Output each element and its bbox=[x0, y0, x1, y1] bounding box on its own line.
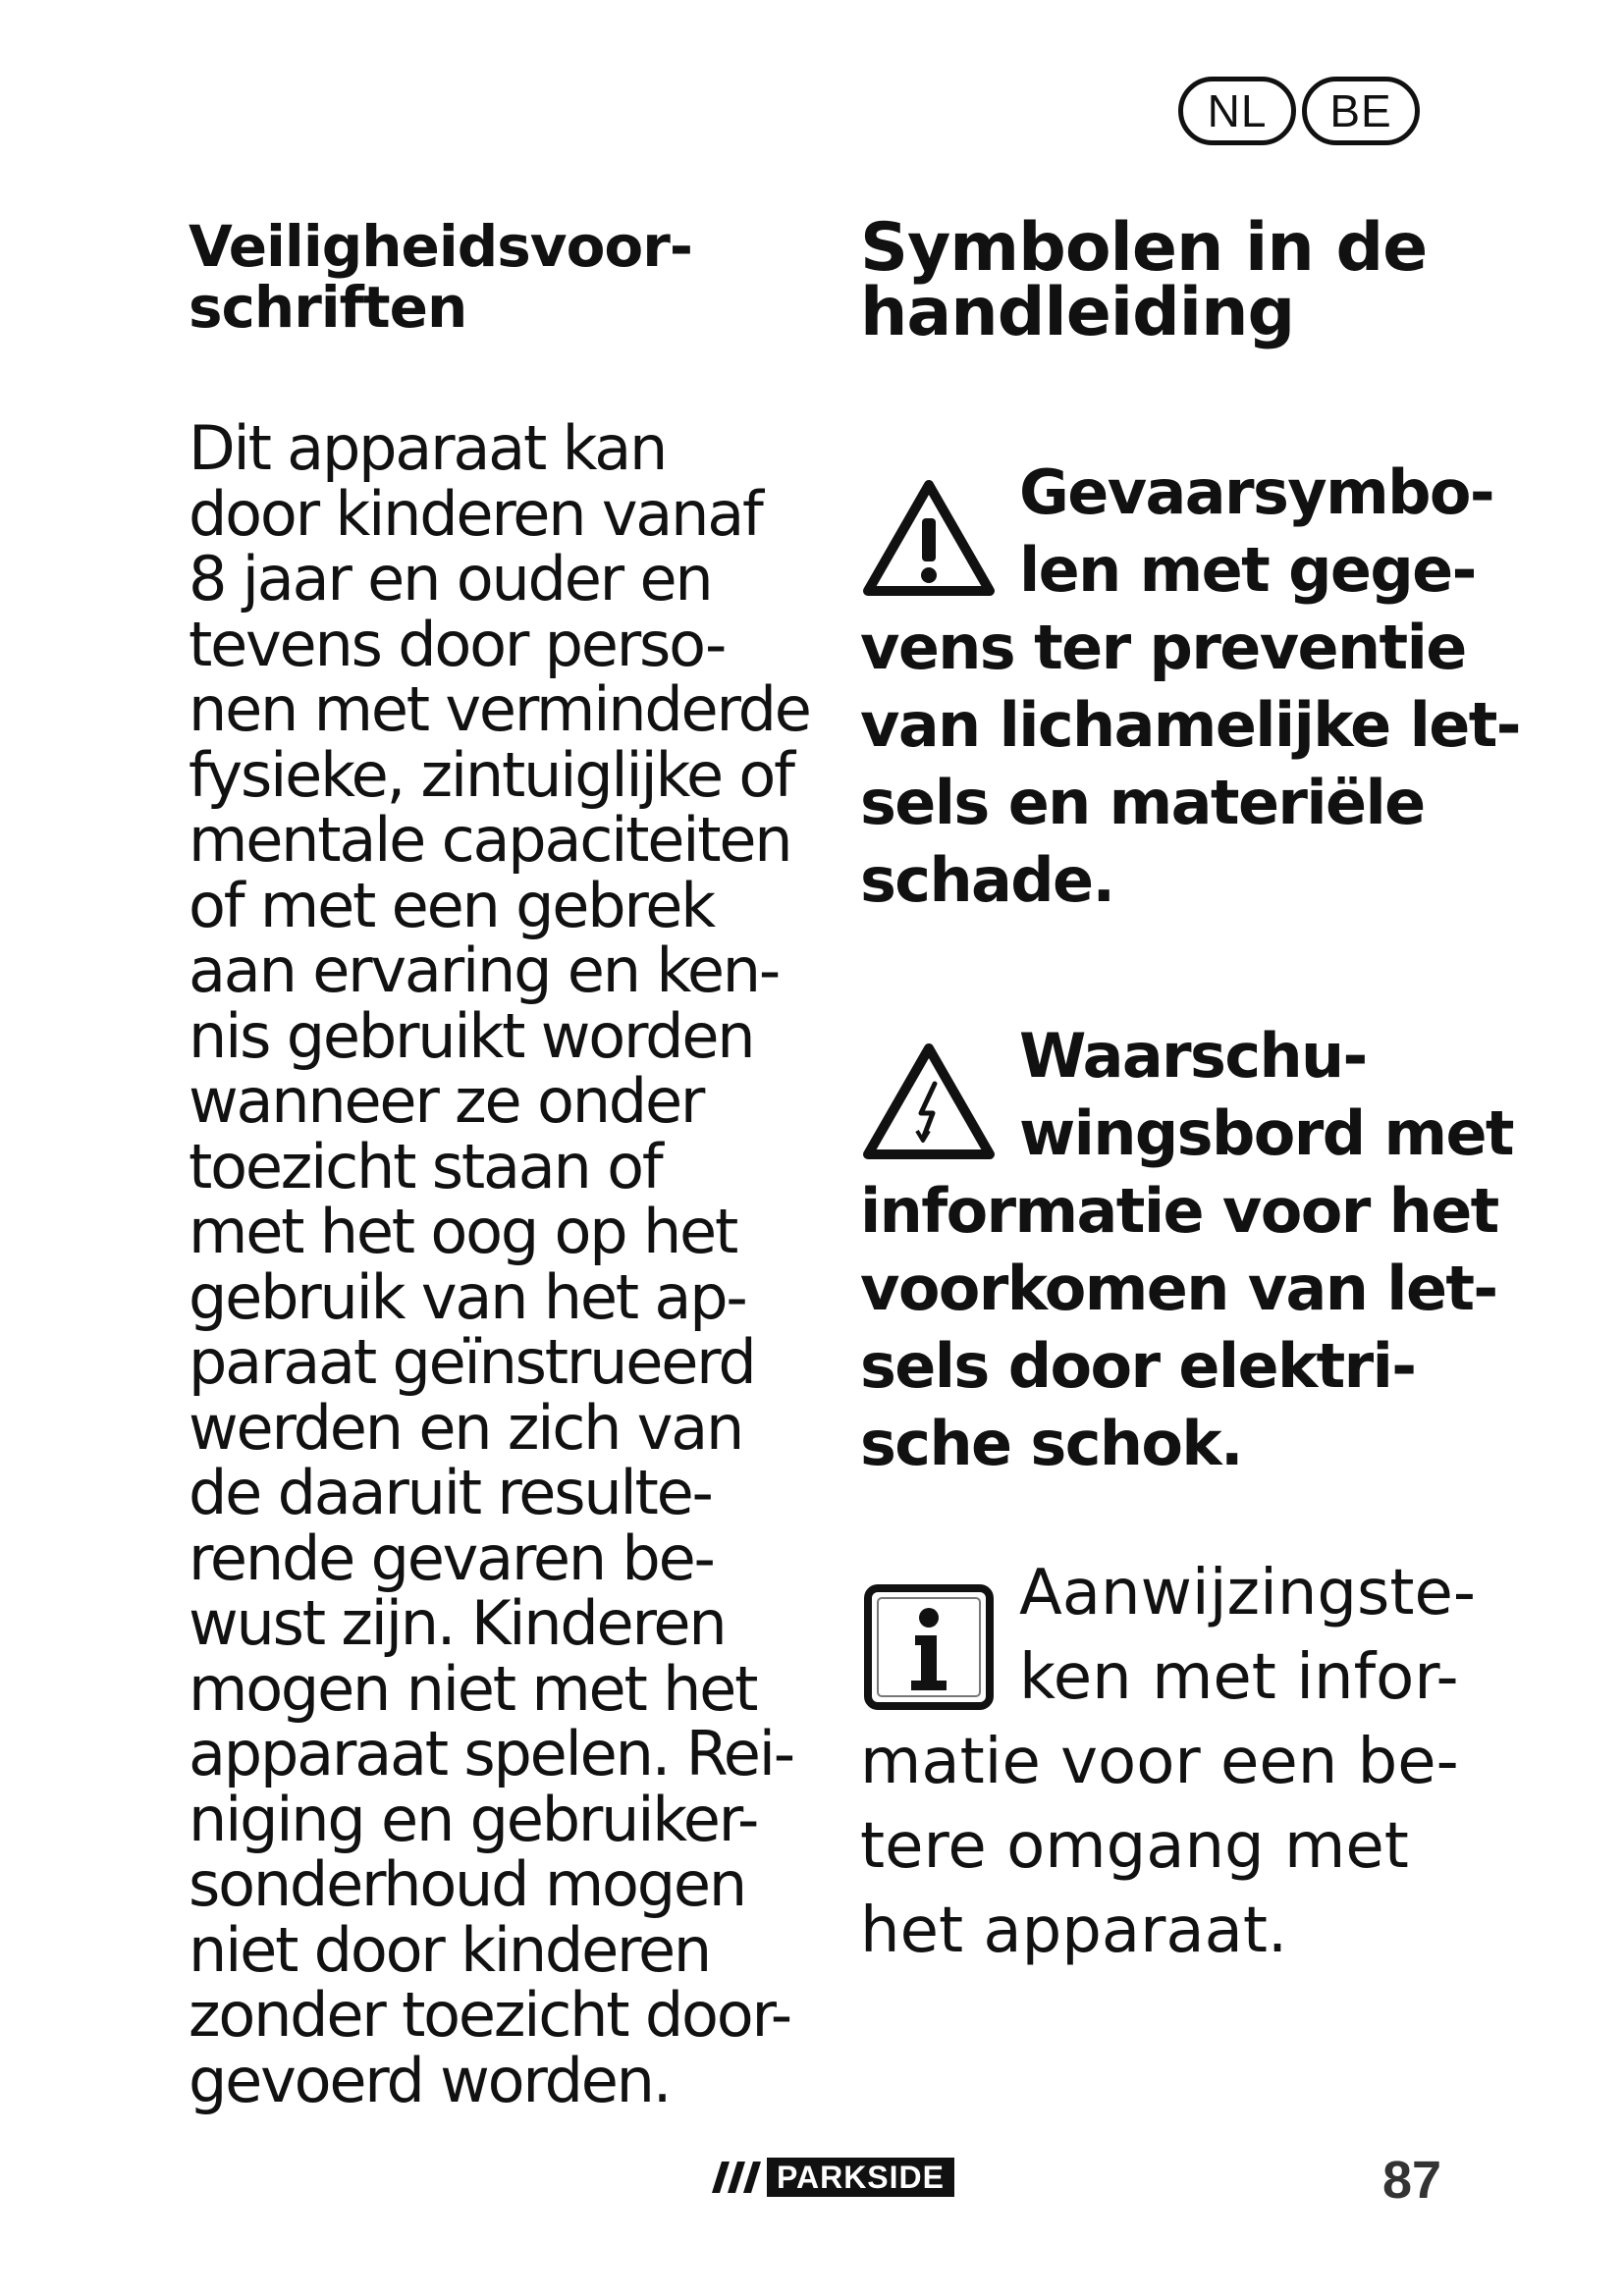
body-line: zonder toezicht door- bbox=[189, 1979, 790, 2051]
symbols-title bbox=[860, 209, 1489, 351]
body-line: mentale capaciteiten bbox=[189, 804, 791, 876]
danger-text-line: van lichamelijke let- bbox=[860, 689, 1520, 761]
language-badge-nl: NL bbox=[1178, 77, 1296, 145]
danger-text-line: sels en materiële bbox=[860, 767, 1425, 838]
warning-text-line: Waarschu- bbox=[1019, 1020, 1367, 1092]
danger-text-line: schade. bbox=[860, 844, 1114, 916]
safety-title-line: Veiligheidsvoor- bbox=[189, 213, 692, 280]
info-symbol-block bbox=[860, 1551, 1489, 1973]
symbols-column bbox=[860, 209, 1520, 1973]
body-line: gebruik van het ap- bbox=[189, 1260, 746, 1333]
info-text-line: het apparaat. bbox=[860, 1895, 1288, 1967]
brand-name: PARKSIDE bbox=[767, 2158, 954, 2197]
body-line: werden en zich van bbox=[189, 1391, 743, 1464]
logo-slashes-icon bbox=[712, 2158, 763, 2197]
safety-title-line: schriften bbox=[189, 274, 467, 341]
parkside-logo bbox=[712, 2156, 954, 2199]
page-number: 87 bbox=[1382, 2151, 1442, 2210]
body-line: niet door kinderen bbox=[189, 1913, 710, 1986]
body-line: paraat geïnstrueerd bbox=[189, 1326, 755, 1398]
warning-text-line: voorkomen van let- bbox=[860, 1253, 1497, 1324]
electric-warning-block bbox=[860, 1017, 1513, 1482]
info-text-line: matie voor een be- bbox=[860, 1726, 1459, 1798]
danger-text-line: vens ter preventie bbox=[860, 612, 1466, 683]
body-line: de daaruit resulte- bbox=[189, 1457, 712, 1528]
language-badge-be: BE bbox=[1302, 77, 1420, 145]
body-line: fysieke, zintuiglijke of bbox=[189, 738, 793, 811]
safety-title bbox=[189, 213, 827, 341]
safety-instructions-column bbox=[189, 213, 827, 2116]
safety-body bbox=[189, 412, 827, 2116]
info-text-line: Aanwijzingste- bbox=[1019, 1557, 1476, 1629]
warning-text-line: sche schok. bbox=[860, 1408, 1243, 1479]
body-line: niging en gebruiker- bbox=[189, 1783, 758, 1855]
body-line: toezicht staan of bbox=[189, 1130, 662, 1202]
body-line: mogen niet met het bbox=[189, 1652, 757, 1725]
info-text-line: ken met infor- bbox=[1019, 1641, 1459, 1714]
body-line: gevoerd worden. bbox=[189, 2044, 671, 2116]
body-line: met het oog op het bbox=[189, 1196, 737, 1267]
body-line: aan ervaring en ken- bbox=[189, 934, 780, 1006]
info-icon bbox=[860, 1578, 998, 1716]
body-line: nis gebruikt worden bbox=[189, 999, 754, 1072]
body-line: nen met verminderde bbox=[189, 673, 810, 745]
body-line: tevens door perso- bbox=[189, 608, 726, 680]
body-line: sonderhoud mogen bbox=[189, 1848, 745, 1920]
body-line: apparaat spelen. Rei- bbox=[189, 1718, 793, 1789]
language-badges bbox=[1178, 77, 1420, 145]
body-line: 8 jaar en ouder en bbox=[189, 543, 712, 614]
danger-symbol-block bbox=[860, 454, 1520, 919]
body-line: door kinderen vanaf bbox=[189, 477, 762, 550]
danger-triangle-icon bbox=[860, 471, 998, 609]
symbols-title-line: handleiding bbox=[860, 274, 1295, 351]
warning-text-line: informatie voor het bbox=[860, 1175, 1498, 1247]
body-line: of met een gebrek bbox=[189, 869, 714, 941]
symbols-title-line: Symbolen in de bbox=[860, 209, 1428, 287]
info-text-line: tere omgang met bbox=[860, 1810, 1409, 1883]
body-line: wust zijn. Kinderen bbox=[189, 1587, 726, 1659]
danger-text-line: len met gege- bbox=[1019, 534, 1476, 606]
warning-text-line: wingsbord met bbox=[1019, 1097, 1513, 1169]
body-line: rende gevaren be- bbox=[189, 1522, 714, 1594]
body-line: wanneer ze onder bbox=[189, 1065, 704, 1137]
electric-warning-icon bbox=[860, 1035, 998, 1172]
body-line: Dit apparaat kan bbox=[189, 412, 667, 484]
danger-text-line: Gevaarsymbo- bbox=[1019, 456, 1494, 528]
warning-text-line: sels door elektri- bbox=[860, 1330, 1416, 1402]
